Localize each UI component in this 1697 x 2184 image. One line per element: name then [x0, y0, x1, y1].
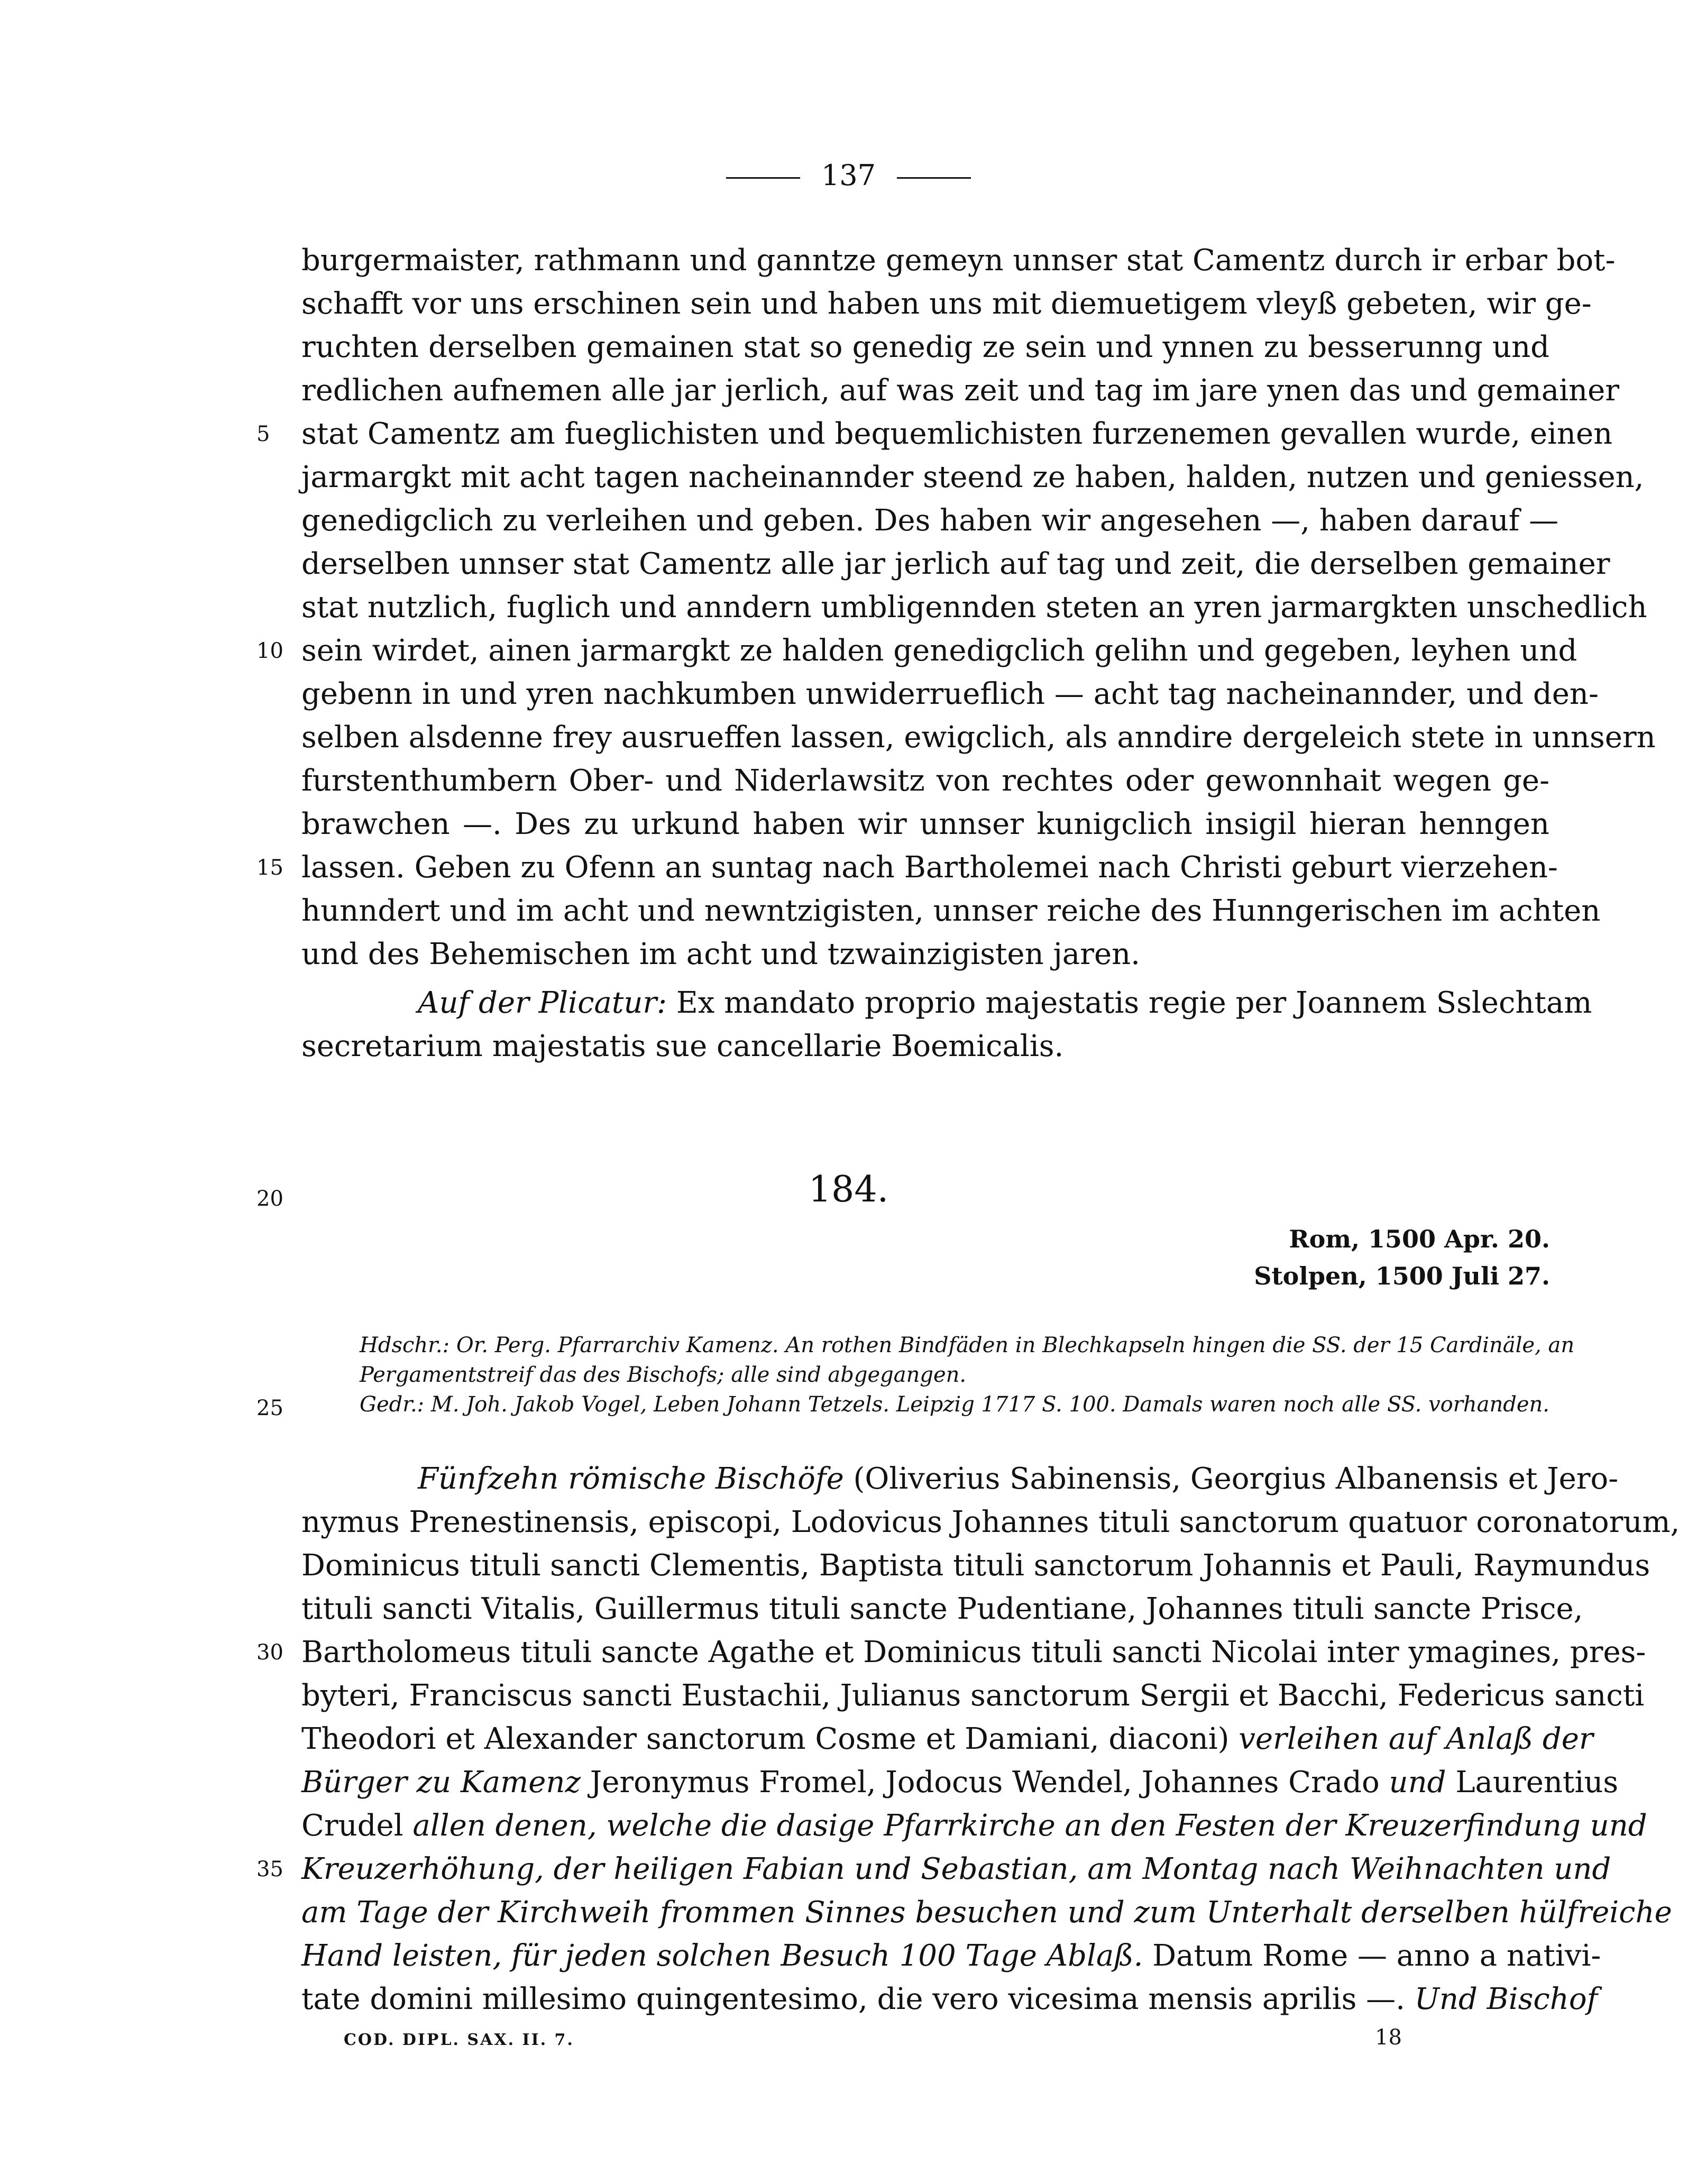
- page-number: 137: [821, 159, 876, 192]
- roman-span: Datum Rome — anno a nativi-: [1143, 1939, 1601, 1973]
- text-line: [301, 1978, 1598, 2021]
- text-line: byteri, Franciscus sancti Eustachii, Julianus sanctorum Sergii et Bacchi, Federicus sancti: [301, 1678, 1645, 1713]
- text-line: lassen. Geben zu Ofenn an suntag nach Bartholemei nach Christi geburt vierzehen-: [301, 850, 1558, 885]
- date-line-1: Rom, 1500 Apr. 20.: [1289, 1225, 1550, 1253]
- italic-span: Bürger zu Kamenz: [301, 1765, 581, 1800]
- text-line: selben alsdenne frey ausrueffen lassen, ewigclich, als anndire dergeleich stete in unnsern: [301, 720, 1656, 755]
- italic-span: allen denen, welche die dasige Pfarrkirche an den Festen der Kreuzerfindung und: [412, 1809, 1647, 1843]
- text-line: nymus Prenestinensis, episcopi, Lodovicus Johannes tituli sanctorum quatuor coronatorum,: [301, 1505, 1680, 1539]
- text-line: stat Camentz am fueglichisten und bequemlichisten furzenemen gevallen wurde, einen: [301, 417, 1613, 451]
- text-line: hunndert und im acht und newntzigisten, unnser reiche des Hunngerischen im achten: [301, 894, 1601, 928]
- italic-span: Hand leisten, für jeden solchen Besuch 100 Tage Ablaß.: [301, 1939, 1143, 1973]
- line-number: 35: [256, 1857, 283, 1882]
- plicatur-line-2: secretarium majestatis sue cancellarie Boemicalis.: [301, 1029, 1064, 1063]
- text-line: brawchen —. Des zu urkund haben wir unnser kunigclich insigil hieran henngen: [301, 807, 1549, 841]
- text-line: schafft vor uns erschinen sein und haben uns mit diemuetigem vleyß gebeten, wir ge-: [301, 287, 1592, 321]
- line-number: 25: [256, 1396, 283, 1420]
- italic-span: Kreuzerhöhung, der heiligen Fabian und Sebastian, am Montag nach Weihnachten und: [301, 1852, 1611, 1886]
- text-line: sein wirdet, ainen jarmargkt ze halden genedigclich gelihn und gegeben, leyhen und: [301, 634, 1577, 668]
- italic-span: Fünfzehn römische Bischöfe: [418, 1462, 844, 1496]
- note-line: Hdschr.: Or. Perg. Pfarrarchiv Kamenz. An rothen Bindfäden in Blechkapseln hingen die SS. der 15 Cardinäle, an: [360, 1333, 1575, 1357]
- line-number: 10: [256, 639, 283, 663]
- header-rule-right: [897, 177, 971, 179]
- plicatur-label: Auf der Plicatur:: [418, 986, 667, 1020]
- roman-span: tate domini millesimo quingentesimo, die vero vicesima mensis aprilis —.: [301, 1982, 1415, 2016]
- note-line: Pergamentstreif das des Bischofs; alle sind abgegangen.: [360, 1363, 967, 1387]
- text-line: [301, 1804, 1647, 1848]
- text-line: redlichen aufnemen alle jar jerlich, auf was zeit und tag im jare ynen das und gemainer: [301, 373, 1620, 408]
- text-line: [418, 1457, 1619, 1501]
- text-line: und des Behemischen im acht und tzwainzigisten jaren.: [301, 937, 1140, 971]
- roman-span: Theodori et Alexander sanctorum Cosme et Damiani, diaconi): [301, 1722, 1239, 1756]
- text-line: stat nutzlich, fuglich und anndern umbligennden steten an yren jarmargkten unschedlich: [301, 590, 1647, 625]
- text-line: ruchten derselben gemainen stat so genedig ze sein und ynnen zu besserunng und: [301, 330, 1549, 364]
- sheet-number: 18: [1375, 2025, 1402, 2050]
- roman-span: Jeronymus Fromel, Jodocus Wendel, Johannes Crado: [580, 1765, 1389, 1800]
- italic-span: verleihen auf Anlaß der: [1239, 1722, 1593, 1756]
- header-rule-left: [726, 177, 800, 179]
- italic-span: Und Bischof: [1414, 1982, 1598, 2016]
- date-line-2: Stolpen, 1500 Juli 27.: [1254, 1262, 1550, 1290]
- text-line: [301, 1718, 1593, 1761]
- roman-span: Laurentius: [1446, 1765, 1619, 1800]
- line-number: 5: [256, 422, 270, 446]
- text-line: furstenthumbern Ober- und Niderlawsitz von rechtes oder gewonnhait wegen ge-: [301, 764, 1549, 798]
- roman-span: Crudel: [301, 1809, 413, 1843]
- text-line: Dominicus tituli sancti Clementis, Baptista tituli sanctorum Johannis et Pauli, Raymundus: [301, 1548, 1650, 1583]
- line-number: 20: [256, 1187, 283, 1211]
- note-line: Gedr.: M. Joh. Jakob Vogel, Leben Johann Tetzels. Leipzig 1717 S. 100. Damals waren noch alle SS. vorhanden.: [360, 1392, 1549, 1417]
- text-line: Bartholomeus tituli sancte Agathe et Dominicus tituli sancti Nicolai inter ymagines, pres-: [301, 1635, 1646, 1669]
- plicatur-line: [418, 981, 1592, 1025]
- text-line: gebenn in und yren nachkumben unwiderrueflich — acht tag nacheinannder, und den-: [301, 677, 1599, 711]
- page-header: [0, 159, 1697, 192]
- text-line: burgermaister, rathmann und ganntze gemeyn unnser stat Camentz durch ir erbar bot-: [301, 243, 1616, 278]
- text-line: [301, 1891, 1672, 1934]
- line-number: 15: [256, 856, 283, 880]
- text-line: jarmargkt mit acht tagen nacheinannder steend ze haben, halden, nutzen und geniessen,: [301, 460, 1644, 494]
- italic-span: und: [1389, 1765, 1446, 1800]
- document-number: 184.: [808, 1169, 889, 1210]
- text-line: [301, 1761, 1619, 1804]
- plicatur-text: Ex mandato proprio majestatis regie per Joannem Sslechtam: [676, 986, 1592, 1020]
- text-line: derselben unnser stat Camentz alle jar jerlich auf tag und zeit, die derselben gemainer: [301, 547, 1610, 581]
- italic-span: am Tage der Kirchweih frommen Sinnes besuchen und zum Unterhalt derselben hülfreiche: [301, 1895, 1672, 1930]
- text-line: [301, 1848, 1611, 1891]
- text-line: genedigclich zu verleihen und geben. Des haben wir angesehen —, haben darauf —: [301, 503, 1559, 538]
- text-line: [301, 1934, 1601, 1978]
- line-number: 30: [256, 1640, 283, 1665]
- sheet-signature: COD. DIPL. SAX. II. 7.: [344, 2031, 574, 2049]
- text-line: tituli sancti Vitalis, Guillermus tituli sancte Pudentiane, Johannes tituli sancte Prisce,: [301, 1592, 1583, 1626]
- roman-span: (Oliverius Sabinensis, Georgius Albanensis et Jero-: [843, 1462, 1619, 1496]
